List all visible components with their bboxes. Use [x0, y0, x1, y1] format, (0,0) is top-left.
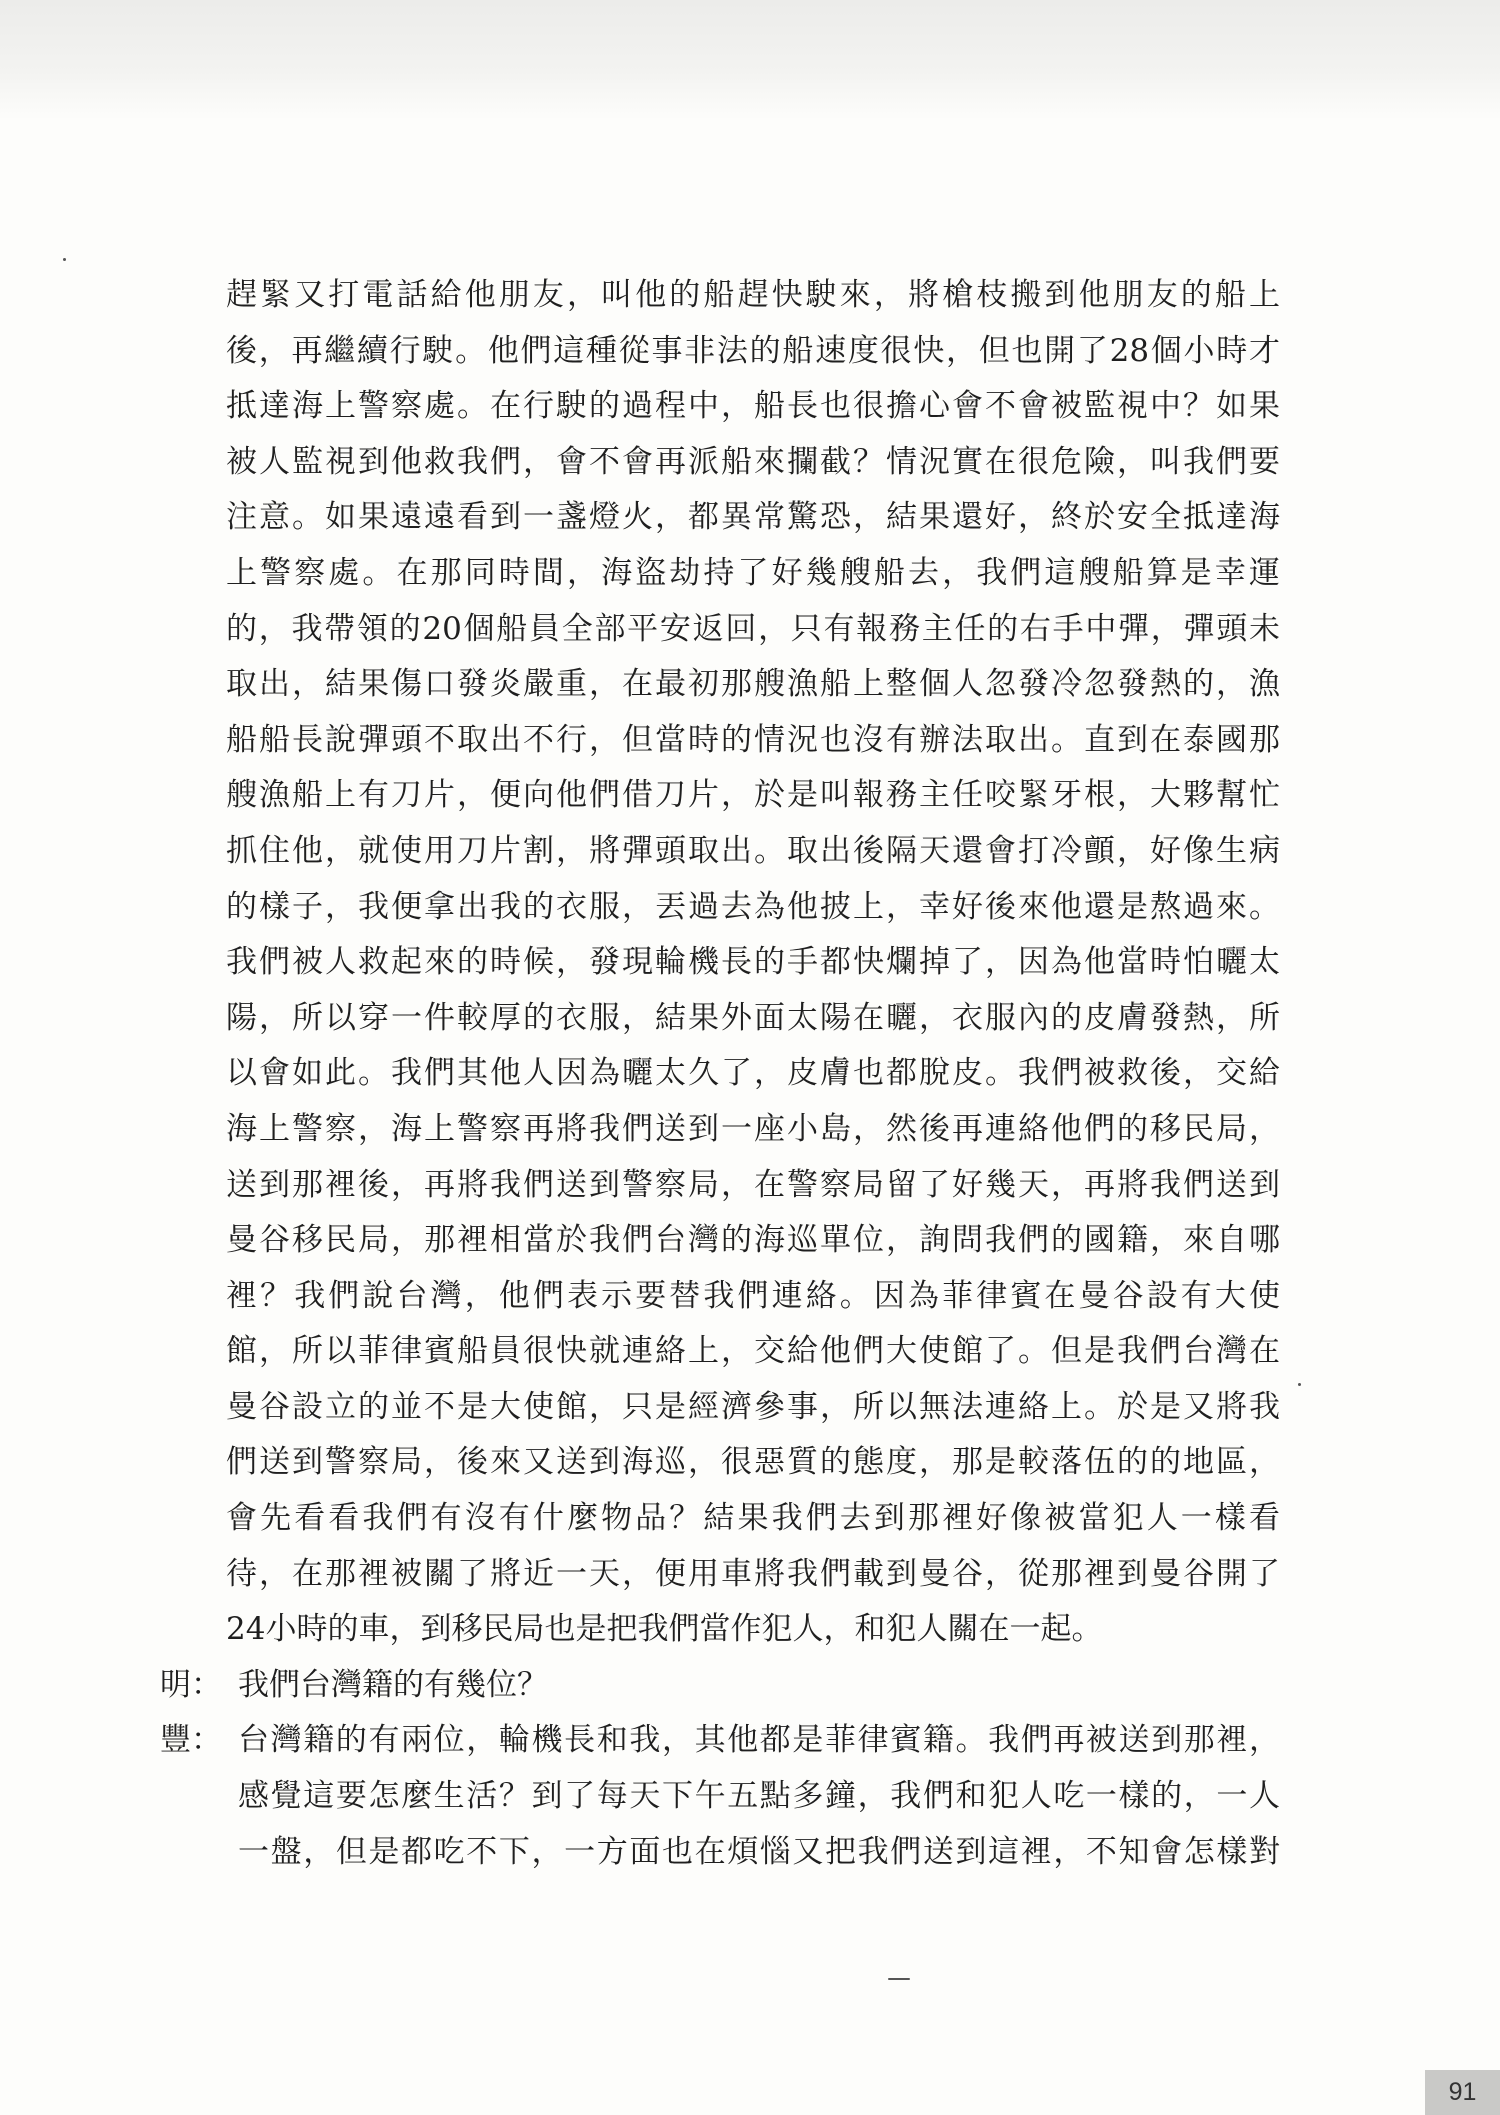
- scan-speck: [1298, 1383, 1301, 1386]
- dialogue-line: 台灣籍的有兩位，輪機長和我，其他都是菲律賓籍。我們再被送到那裡，: [238, 1722, 1280, 1759]
- text-block: [160, 268, 1280, 1880]
- dialogue-line: 我們台灣籍的有幾位？: [238, 1666, 548, 1703]
- body-line: 上警察處。在那同時間，海盜劫持了好幾艘船去，我們這艘船算是幸運: [226, 554, 1280, 591]
- body-line: 艘漁船上有刀片，便向他們借刀片，於是叫報務主任咬緊牙根，大夥幫忙: [226, 777, 1280, 814]
- scan-speck: [63, 258, 66, 261]
- body-paragraph: [160, 268, 1280, 1658]
- top-header-band: [0, 0, 1500, 120]
- body-line: 被人監視到他救我們，會不會再派船來攔截？情況實在很危險，叫我們要: [226, 443, 1280, 480]
- speaker-label: 明：: [160, 1666, 222, 1703]
- body-line: 待，在那裡被關了將近一天，便用車將我們載到曼谷，從那裡到曼谷開了: [226, 1555, 1280, 1592]
- body-line: 會先看看我們有沒有什麼物品？結果我們去到那裡好像被當犯人一樣看: [226, 1500, 1280, 1537]
- body-line: 抵達海上警察處。在行駛的過程中，船長也很擔心會不會被監視中？如果: [226, 388, 1280, 425]
- body-line: 曼谷移民局，那裡相當於我們台灣的海巡單位，詢問我們的國籍，來自哪: [226, 1222, 1280, 1259]
- body-line: 抓住他，就使用刀片割，將彈頭取出。取出後隔天還會打冷顫，好像生病: [226, 832, 1280, 869]
- dialogue-feng: [160, 1713, 1280, 1880]
- dialogue-line: 一盤，但是都吃不下，一方面也在煩惱又把我們送到這裡，不知會怎樣對: [238, 1833, 1280, 1870]
- body-line: 海上警察，海上警察再將我們送到一座小島，然後再連絡他們的移民局，: [226, 1110, 1280, 1147]
- body-line: 24小時的車，到移民局也是把我們當作犯人，和犯人關在一起。: [226, 1611, 1103, 1648]
- body-line: 我們被人救起來的時候，發現輪機長的手都快爛掉了，因為他當時怕曬太: [226, 944, 1280, 981]
- body-line: 注意。如果遠遠看到一盞燈火，都異常驚恐，結果還好，終於安全抵達海: [226, 499, 1280, 536]
- page-number: 91: [1425, 2070, 1500, 2115]
- body-line: 曼谷設立的並不是大使館，只是經濟參事，所以無法連絡上。於是又將我: [226, 1388, 1280, 1425]
- body-line: 的，我帶領的20個船員全部平安返回，只有報務主任的右手中彈，彈頭未: [226, 610, 1280, 647]
- body-line: 裡？我們說台灣，他們表示要替我們連絡。因為菲律賓在曼谷設有大使: [226, 1277, 1280, 1314]
- dialogue-line: 感覺這要怎麼生活？到了每天下午五點多鐘，我們和犯人吃一樣的，一人: [238, 1778, 1280, 1815]
- body-line: 船船長說彈頭不取出不行，但當時的情況也沒有辦法取出。直到在泰國那: [226, 721, 1280, 758]
- body-line: 館，所以菲律賓船員很快就連絡上，交給他們大使館了。但是我們台灣在: [226, 1333, 1280, 1370]
- body-line: 後，再繼續行駛。他們這種從事非法的船速度很快，但也開了28個小時才: [226, 332, 1280, 369]
- body-line: 們送到警察局，後來又送到海巡，很惡質的態度，那是較落伍的的地區，: [226, 1444, 1280, 1481]
- body-line: 陽，所以穿一件較厚的衣服，結果外面太陽在曬，衣服內的皮膚發熱，所: [226, 999, 1280, 1036]
- body-line: 取出，結果傷口發炎嚴重，在最初那艘漁船上整個人忽發冷忽發熱的，漁: [226, 666, 1280, 703]
- body-line: 以會如此。我們其他人因為曬太久了，皮膚也都脫皮。我們被救後，交給: [226, 1055, 1280, 1092]
- scan-speck: [888, 1978, 910, 1980]
- body-line: 送到那裡後，再將我們送到警察局，在警察局留了好幾天，再將我們送到: [226, 1166, 1280, 1203]
- body-line: 的樣子，我便拿出我的衣服，丟過去為他披上，幸好後來他還是熬過來。: [226, 888, 1280, 925]
- dialogue-ming: [160, 1658, 1280, 1714]
- body-line: 趕緊又打電話給他朋友，叫他的船趕快駛來，將槍枝搬到他朋友的船上: [226, 277, 1280, 313]
- speaker-label: 豐：: [160, 1722, 222, 1759]
